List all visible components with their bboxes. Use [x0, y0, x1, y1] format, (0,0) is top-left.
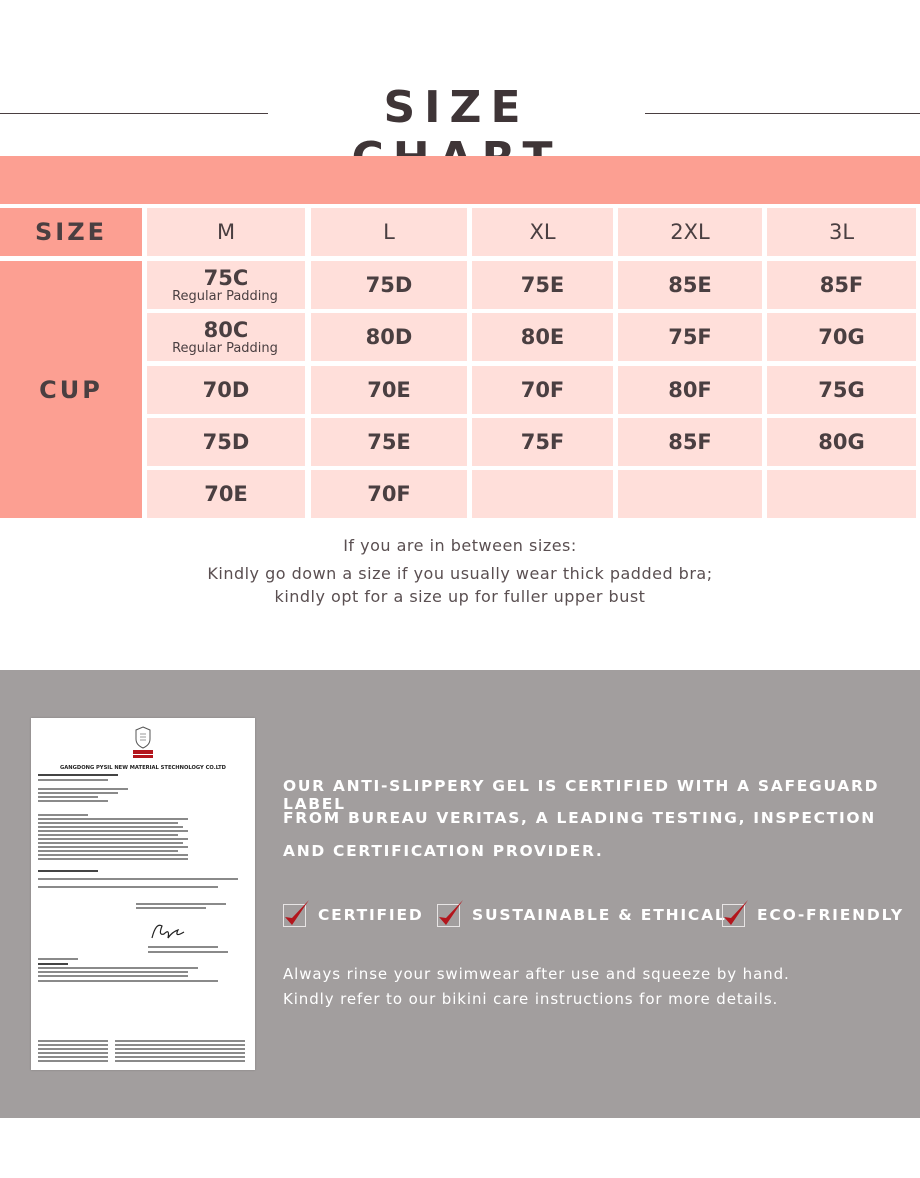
checkbox-check-icon — [722, 904, 745, 927]
document-text-line — [38, 834, 178, 836]
cup-value: 80C — [203, 317, 249, 342]
document-text-line — [38, 858, 188, 860]
cup-cell — [618, 470, 762, 518]
document-text-line — [38, 826, 183, 828]
document-text-line — [38, 800, 108, 802]
document-text-line — [38, 958, 78, 960]
badge-label: ECO-FRIENDLY — [757, 906, 904, 924]
document-text-line — [38, 1048, 108, 1050]
document-text-line — [38, 818, 188, 820]
document-text-line — [115, 1060, 245, 1062]
cup-cell — [147, 313, 305, 361]
document-text-line — [38, 967, 198, 969]
cup-cell — [147, 261, 305, 309]
cert-text-line-2: FROM BUREAU VERITAS, A LEADING TESTING, INSPECTION — [283, 809, 876, 827]
badge-label: SUSTAINABLE & ETHICAL — [472, 906, 727, 924]
cup-label: CUP — [0, 261, 142, 518]
document-text-line — [38, 975, 188, 977]
title-area — [0, 82, 920, 148]
document-text-line — [38, 830, 188, 832]
certificate-header: GANGDONG PYSIL NEW MATERIAL STECHNOLOGY CO.LTD — [60, 765, 226, 771]
cup-cell: 75D — [311, 261, 467, 309]
checkbox-check-icon — [437, 904, 460, 927]
document-text-line — [38, 796, 98, 798]
document-text-line — [38, 854, 188, 856]
document-text-line — [38, 822, 178, 824]
size-label: SIZE — [0, 208, 142, 256]
cert-text-line-3: AND CERTIFICATION PROVIDER. — [283, 842, 604, 860]
title-divider-left — [0, 113, 268, 114]
cup-cell: 85E — [618, 261, 762, 309]
document-text-line — [148, 951, 228, 953]
document-text-line — [38, 788, 128, 790]
cup-cell: 85F — [618, 418, 762, 466]
cup-cell: 70F — [472, 366, 613, 414]
cup-cell — [472, 470, 613, 518]
document-text-line — [38, 846, 188, 848]
size-header-xl: XL — [472, 208, 613, 256]
document-text-line — [115, 1044, 245, 1046]
document-text-line — [38, 971, 188, 973]
document-text-line — [38, 980, 218, 982]
document-text-line — [38, 886, 218, 888]
document-text-line — [38, 842, 183, 844]
bureau-veritas-logo-icon — [132, 726, 154, 760]
cup-cell: 70F — [311, 470, 467, 518]
document-text-line — [38, 774, 118, 776]
cup-cell: 85F — [767, 261, 916, 309]
checkbox-check-icon — [283, 904, 306, 927]
document-text-line — [115, 1056, 245, 1058]
cup-cell: 80G — [767, 418, 916, 466]
document-text-line — [115, 1048, 245, 1050]
cup-cell: 75D — [147, 418, 305, 466]
cup-cell: 80D — [311, 313, 467, 361]
cup-cell — [767, 470, 916, 518]
document-text-line — [38, 878, 238, 880]
document-text-line — [38, 792, 118, 794]
document-text-line — [136, 903, 226, 905]
badge-sustainable — [437, 901, 727, 929]
document-text-line — [38, 814, 88, 816]
padding-note: Regular Padding — [172, 340, 278, 356]
certificate-image — [31, 718, 255, 1070]
document-text-line — [148, 946, 218, 948]
size-header-l: L — [311, 208, 467, 256]
document-text-line — [38, 1040, 108, 1042]
document-text-line — [38, 1052, 108, 1054]
document-text-line — [38, 779, 108, 781]
cup-cell: 80F — [618, 366, 762, 414]
document-text-line — [38, 870, 98, 872]
page-title: SIZE — [383, 82, 530, 133]
size-table — [0, 204, 920, 518]
document-text-line — [115, 1040, 245, 1042]
document-text-line — [38, 1060, 108, 1062]
document-text-line — [136, 907, 206, 909]
document-text-line — [38, 850, 178, 852]
cup-cell: 75G — [767, 366, 916, 414]
badge-eco-friendly — [722, 901, 904, 929]
size-header-m: M — [147, 208, 305, 256]
document-text-line — [38, 1044, 108, 1046]
document-text-line — [38, 838, 188, 840]
note-line-3: kindly opt for a size up for fuller upper bust — [274, 587, 646, 606]
document-text-line — [38, 963, 68, 965]
size-header-2xl: 2XL — [618, 208, 762, 256]
cup-cell: 70E — [311, 366, 467, 414]
title-divider-right — [645, 113, 920, 114]
badge-label: CERTIFIED — [318, 906, 424, 924]
note-line-1: If you are in between sizes: — [343, 536, 577, 555]
cup-cell: 70G — [767, 313, 916, 361]
care-line-2: Kindly refer to our bikini care instructions for more details. — [283, 990, 779, 1008]
cup-value: 75C — [203, 265, 249, 290]
cup-cell: 75F — [472, 418, 613, 466]
cup-cell: 70D — [147, 366, 305, 414]
size-header-3l: 3L — [767, 208, 916, 256]
padding-note: Regular Padding — [172, 288, 278, 304]
cert-text-line-1: OUR ANTI-SLIPPERY GEL IS CERTIFIED WITH A SAFEGUARD LABEL — [283, 777, 880, 813]
badge-certified — [283, 901, 424, 929]
document-text-line — [115, 1052, 245, 1054]
header-band — [0, 156, 920, 204]
cup-cell: 75F — [618, 313, 762, 361]
cup-cell: 75E — [472, 261, 613, 309]
cup-cell: 70E — [147, 470, 305, 518]
signature-icon — [148, 918, 188, 944]
cup-cell: 80E — [472, 313, 613, 361]
note-line-2: Kindly go down a size if you usually wear thick padded bra; — [207, 564, 713, 583]
cup-cell: 75E — [311, 418, 467, 466]
document-text-line — [38, 1056, 108, 1058]
care-line-1: Always rinse your swimwear after use and squeeze by hand. — [283, 965, 790, 983]
